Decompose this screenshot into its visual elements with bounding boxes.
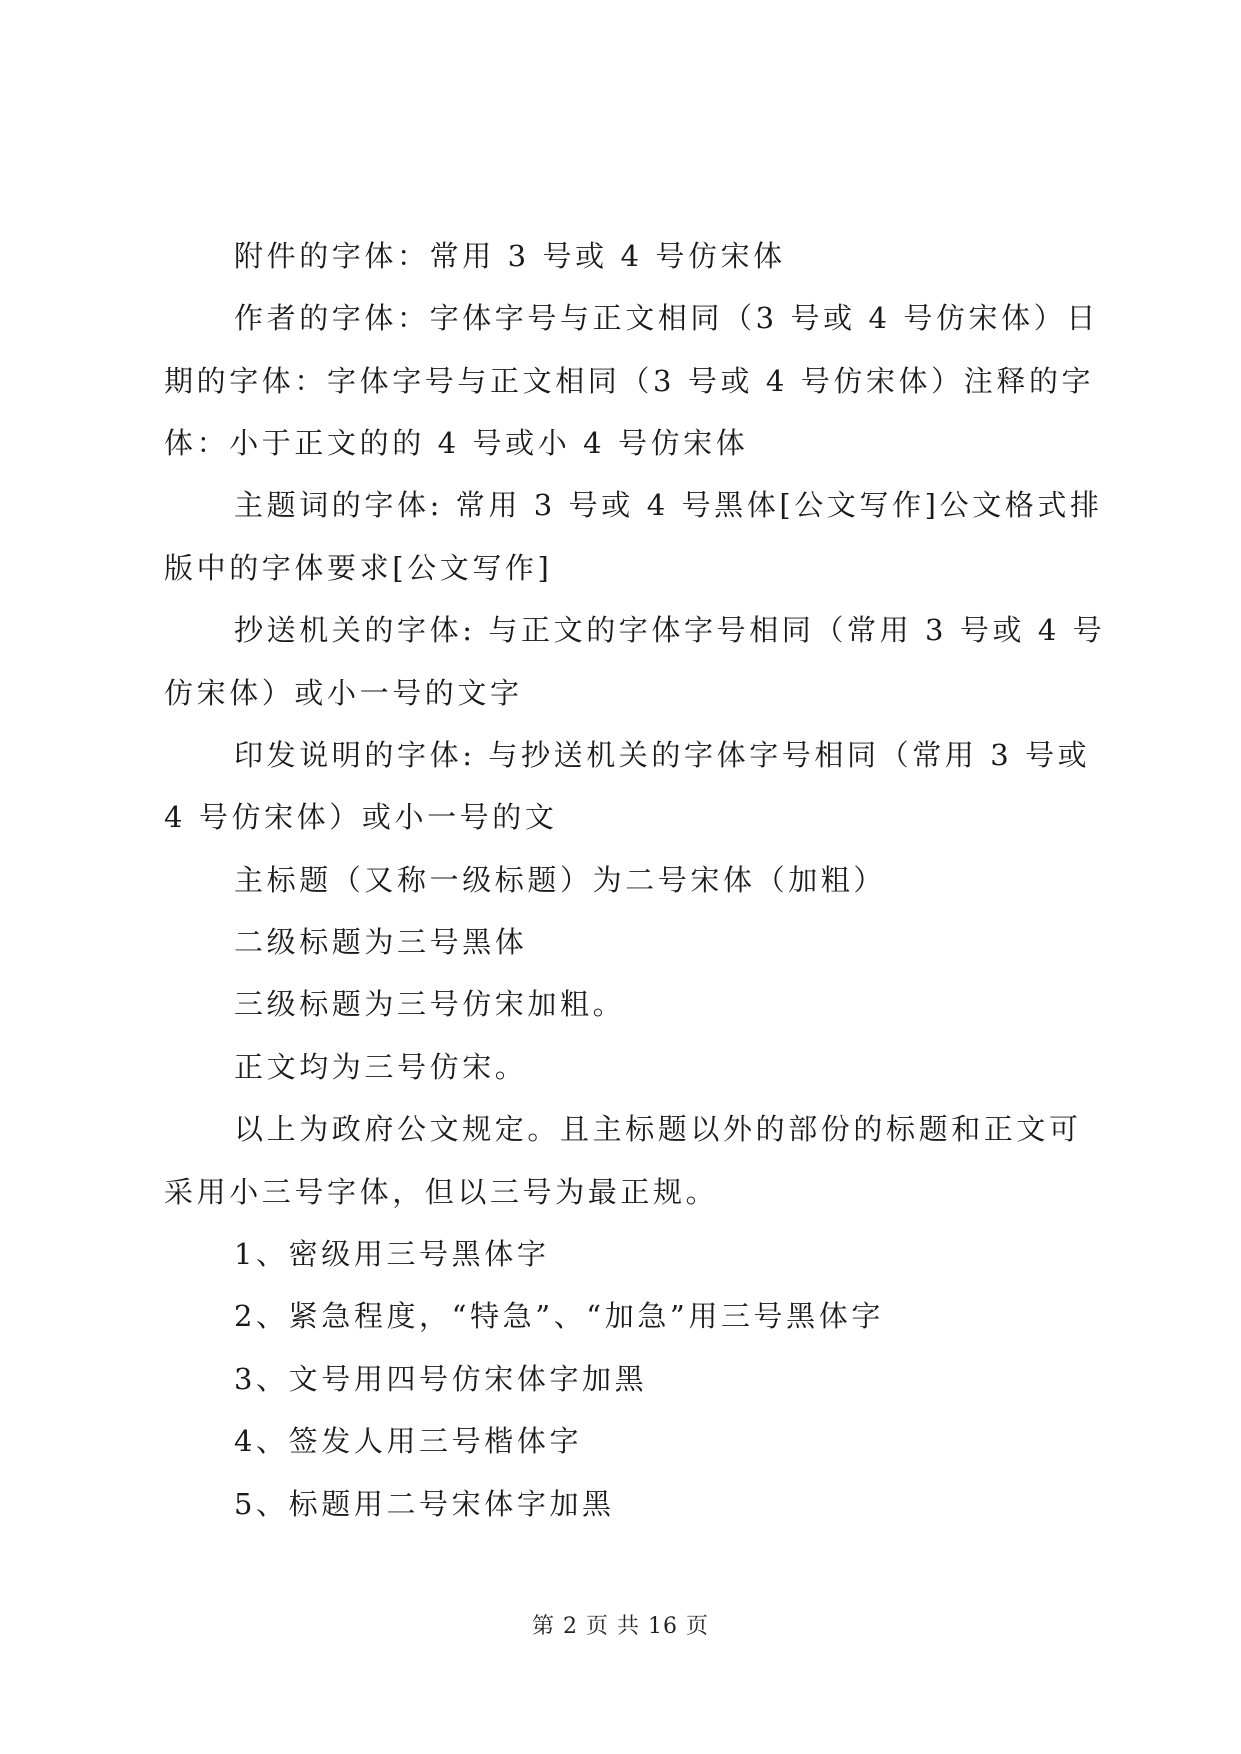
- text-line: 正文均为三号仿宋。: [234, 1050, 528, 1084]
- text-line: 3、文号用四号仿宋体字加黑: [234, 1362, 648, 1396]
- text-line: 印发说明的字体: 与抄送机关的字体字号相同（常用 3 号或: [234, 738, 1091, 772]
- text-line: 4 号仿宋体）或小一号的文: [164, 800, 558, 834]
- text-line: 4、签发人用三号楷体字: [234, 1424, 583, 1458]
- text-line: 版中的字体要求[公文写作]: [164, 551, 553, 585]
- text-line: 5、标题用二号宋体字加黑: [234, 1487, 615, 1521]
- text-line: 二级标题为三号黑体: [234, 925, 528, 959]
- text-line: 主题词的字体: 常用 3 号或 4 号黑体[公文写作]公文格式排: [234, 488, 1103, 522]
- text-line: 2、紧急程度，“特急”、“加急”用三号黑体字: [234, 1299, 884, 1333]
- text-line: 仿宋体）或小一号的文字: [164, 676, 523, 710]
- text-line: 采用小三号字体，但以三号为最正规。: [164, 1175, 719, 1209]
- text-line: 三级标题为三号仿宋加粗。: [234, 987, 626, 1021]
- text-line: 体：小于正文的的 4 号或小 4 号仿宋体: [164, 426, 749, 460]
- text-line: 附件的字体：常用 3 号或 4 号仿宋体: [234, 239, 786, 273]
- text-line: 抄送机关的字体: 与正文的字体字号相同（常用 3 号或 4 号: [234, 613, 1106, 647]
- page-footer: 第 2 页 共 16 页: [532, 1614, 709, 1639]
- text-line: 期的字体：字体字号与正文相同（3 号或 4 号仿宋体）注释的字: [164, 364, 1095, 398]
- text-line: 1、密级用三号黑体字: [234, 1237, 550, 1271]
- text-line: 主标题（又称一级标题）为二号宋体（加粗）: [234, 863, 887, 897]
- text-line: 作者的字体：字体字号与正文相同（3 号或 4 号仿宋体）日: [234, 301, 1099, 335]
- text-line: 以上为政府公文规定。且主标题以外的部份的标题和正文可: [234, 1112, 1082, 1146]
